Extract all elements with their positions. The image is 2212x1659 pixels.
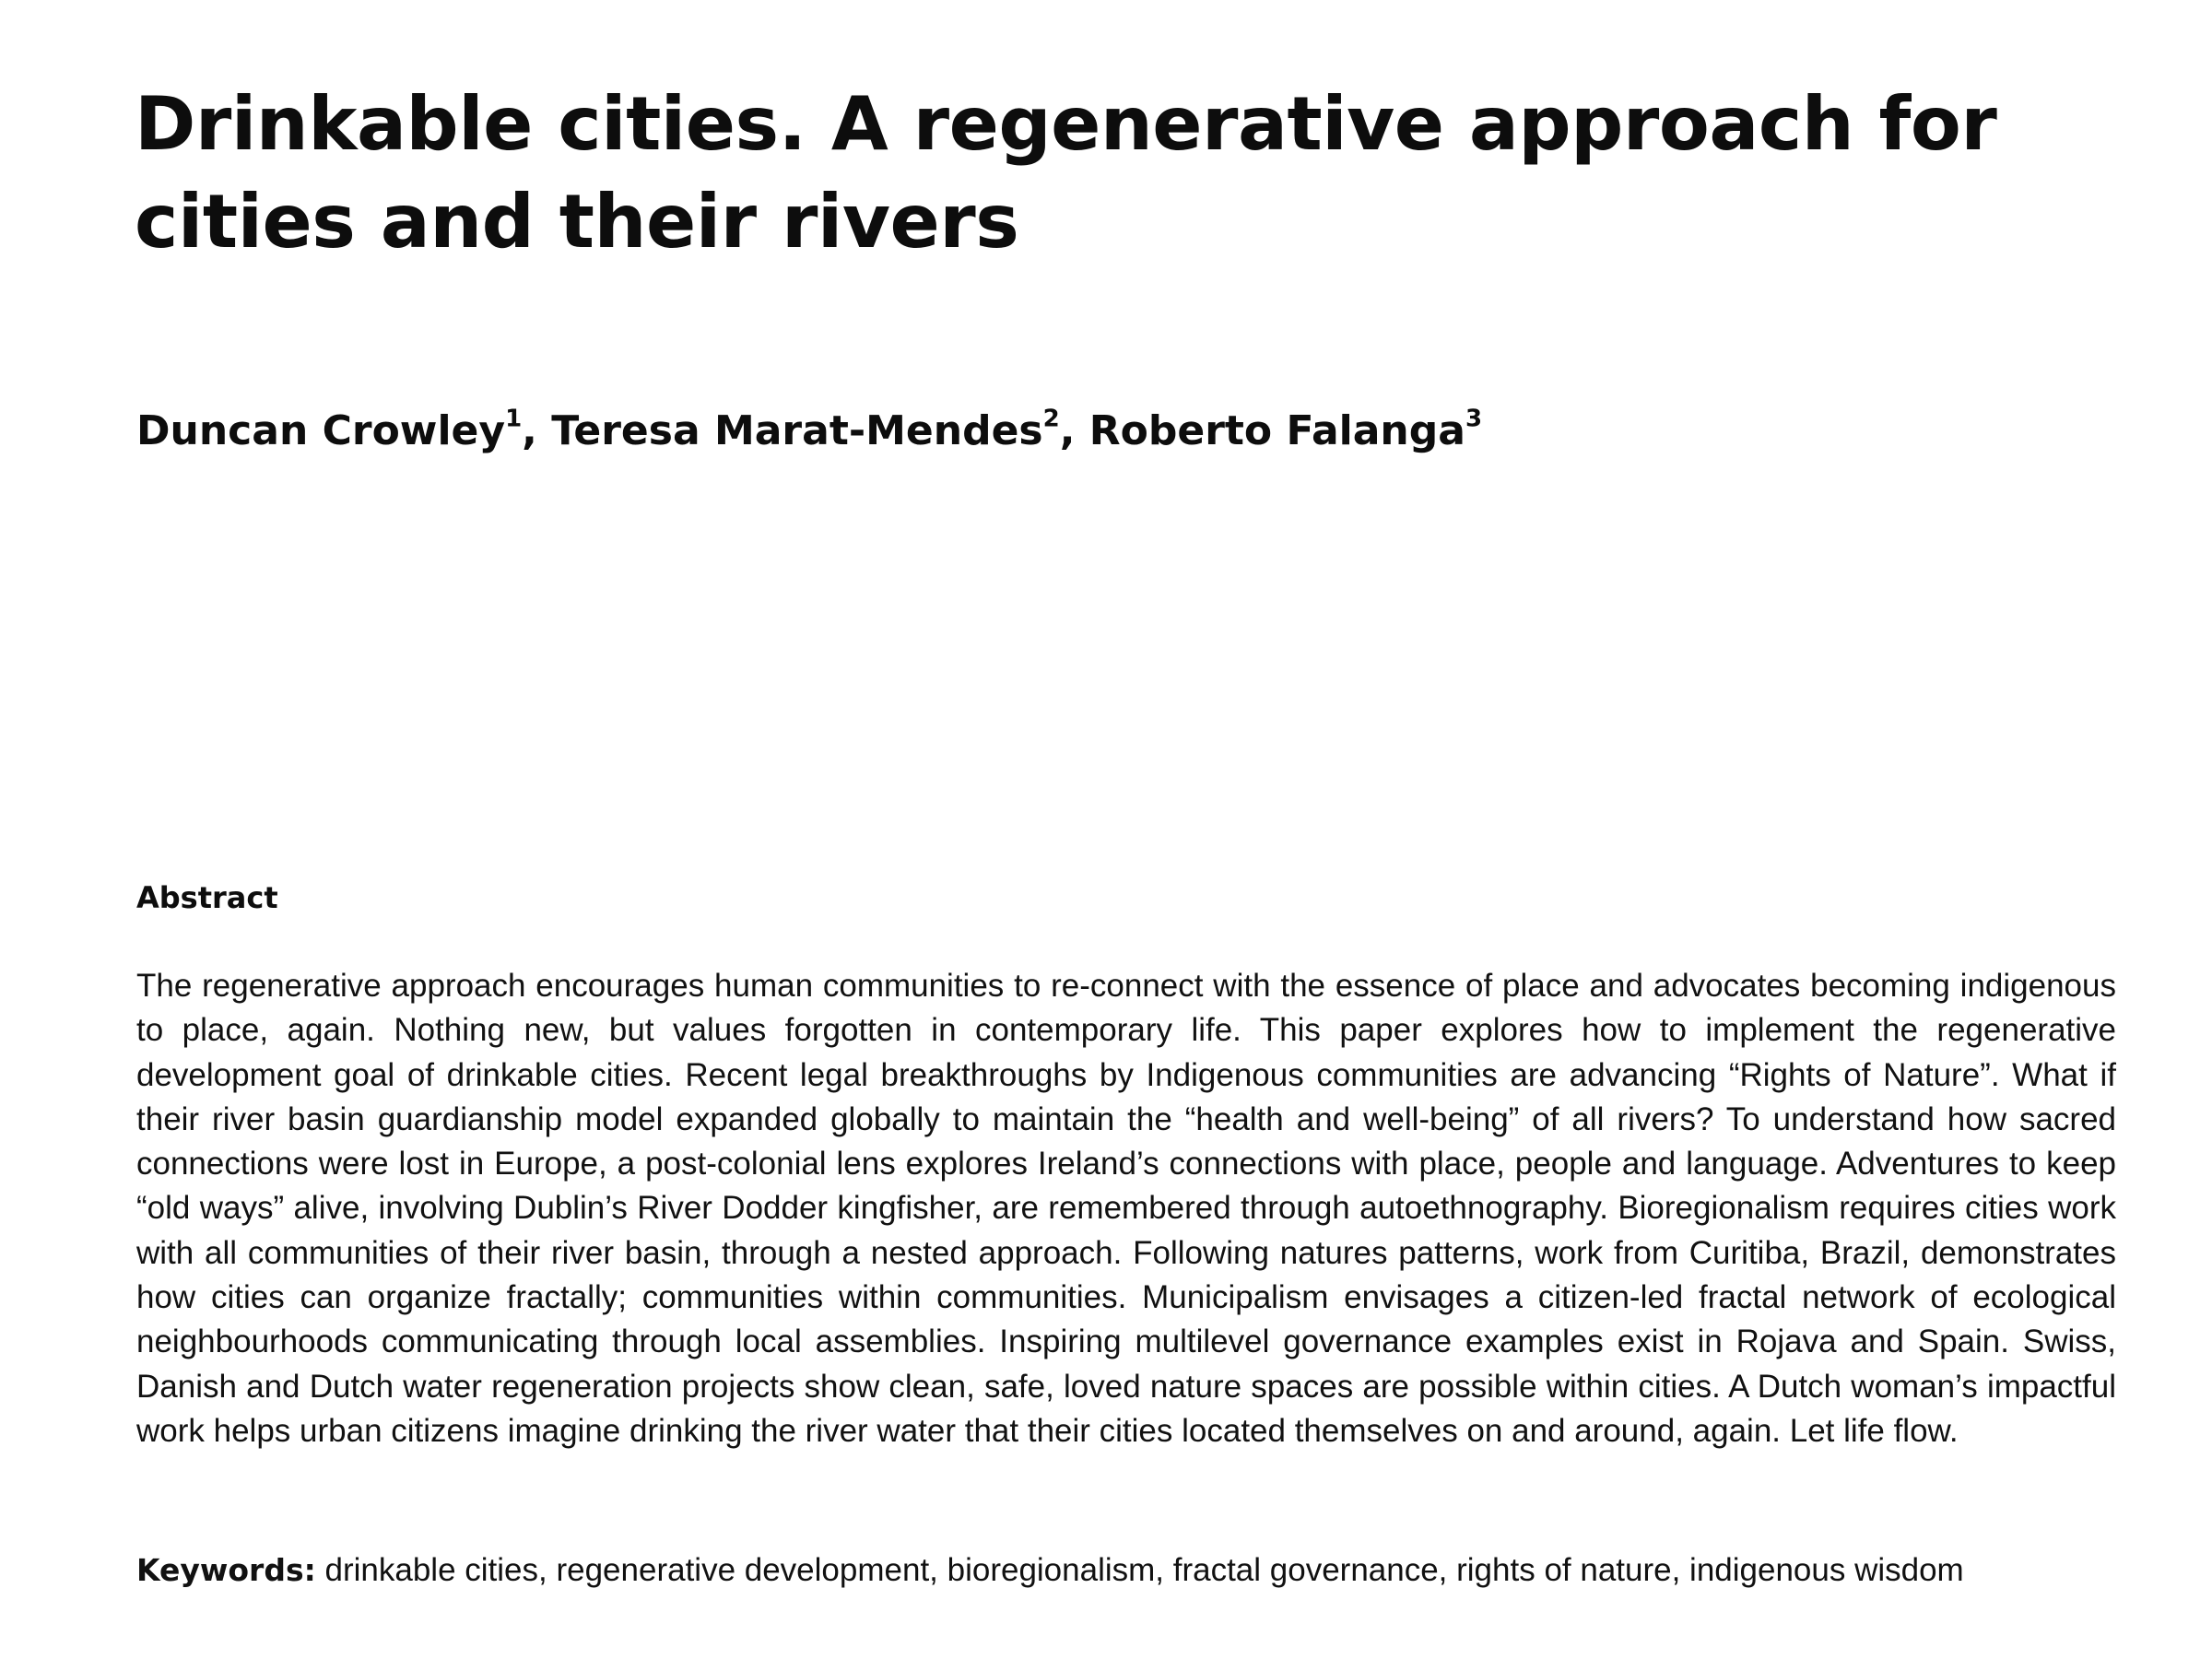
abstract-heading: Abstract: [136, 880, 278, 915]
affiliation-mark: 1: [505, 405, 523, 433]
author-separator: ,: [1059, 407, 1089, 454]
abstract-body: The regenerative approach encourages human communities to re-connect with the essence of place and advocates becoming indigenous to place, again. Nothing new, but values forgotten in contemporary life. This paper explores how to implement the regenerative development goal of drinkable cities. Recent legal breakthroughs by Indigenous communities are advancing “Rights of Nature”. What if their river basin guardianship model expanded globally to maintain the “health and well-being” of all rivers? To understand how sacred connections were lost in Europe, a post-colonial lens explores Ireland’s connections with place, people and language. Adventures to keep “old ways” alive, involving Dublin’s River Dodder kingfisher, are remembered through autoethnography. Bioregionalism requires cities work with all communities of their river basin, through a nested approach. Following natures patterns, work from Curitiba, Brazil, demonstrates how cities can organize fractally; communities within communities. Municipalism envisages a citizen-led fractal network of ecological neighbourhoods communicating through local assemblies. Inspiring multilevel governance examples exist in Rojava and Spain. Swiss, Danish and Dutch water regeneration projects show clean, safe, loved nature spaces are possible within cities. A Dutch woman’s impactful work helps urban citizens imagine drinking the river water that their cities located themselves on and around, again. Let life flow.: [136, 968, 2116, 1449]
keywords-label: Keywords:: [136, 1552, 316, 1588]
keywords-text: drinkable cities, regenerative development, bioregionalism, fractal governance, rights of nature, indigenous wisdom: [324, 1552, 1964, 1588]
author-name: Duncan Crowley: [136, 407, 506, 454]
paper-title: Drinkable cities. A regenerative approach for cities and their rivers: [135, 81, 1997, 265]
author-name: Teresa Marat-Mendes: [551, 407, 1043, 454]
keywords-line: [136, 1548, 2116, 1593]
affiliation-mark: 3: [1465, 405, 1483, 433]
affiliation-mark: 2: [1042, 405, 1060, 433]
author-name: Roberto Falanga: [1088, 407, 1465, 454]
author-list: [136, 404, 2072, 459]
author-separator: ,: [522, 407, 552, 454]
